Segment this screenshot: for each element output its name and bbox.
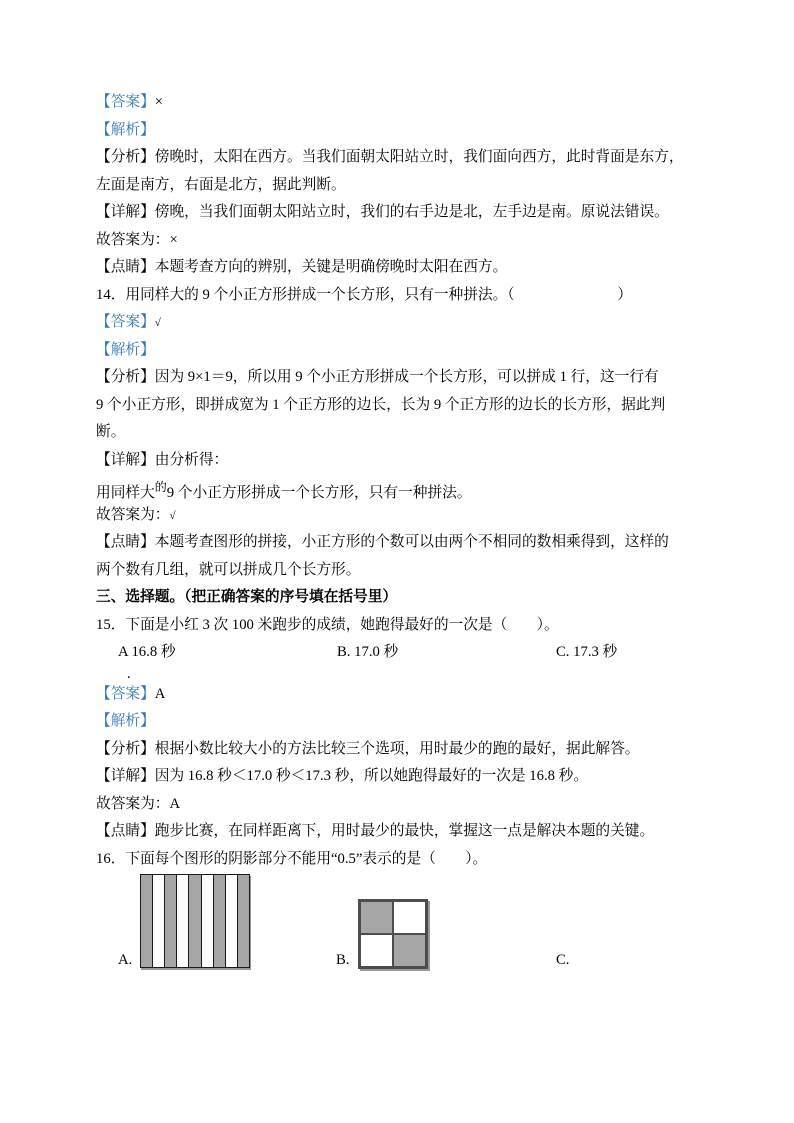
- item14-detail-line: 【详解】由分析得：: [96, 451, 229, 468]
- item15-note-line: 【点睛】跑步比赛，在同样距离下，用时最少的最快，掌握这一点是解决本题的关键。: [96, 823, 655, 839]
- figure-a-label: A.: [118, 952, 133, 968]
- item13-analysis-line1: 【分析】傍晚时，太阳在西方。当我们面朝太阳站立时，我们面向西方，此时背面是东方，: [96, 149, 684, 165]
- item14-analysis-header: [96, 337, 702, 365]
- item13-answer-line: [96, 89, 702, 117]
- figure-a-stripe: [226, 875, 238, 967]
- figure-a-stripe: [153, 875, 165, 967]
- figure-c-label: C.: [556, 952, 570, 968]
- figure-a-stripe: [202, 875, 214, 967]
- figure-b-label: B.: [336, 952, 350, 968]
- item15-question-line: 15．下面是小红 3 次 100 米跑步的成绩，她跑得最好的一次是（ ）。: [96, 616, 559, 633]
- figure-b-cell: [360, 934, 393, 967]
- option-a-wrapped-period: .: [127, 665, 131, 682]
- item13-analysis-line2: 左面是南方，右面是北方，据此判断。: [96, 176, 346, 193]
- item14-note-line1: 【点睛】本题考查图形的拼接，小正方形的个数可以由两个不相同的数相乘得到，这样的: [96, 534, 669, 550]
- item16-figures-row: [96, 873, 702, 997]
- restate-prefix: 用同样大: [96, 485, 155, 501]
- answer-value: ×: [154, 94, 164, 110]
- item14-analysis-line1: 【分析】因为 9×1＝9，所以用 9 个小正方形拼成一个长方形，可以拼成 1 行，这一行有: [96, 369, 659, 385]
- item15-analysis-line: 【分析】根据小数比较大小的方法比较三个选项，用时最少的跑的最好，据此解答。: [96, 740, 640, 757]
- analysis-tag: 【解析】: [96, 121, 155, 138]
- item14-question-line: 14．用同样大的 9 个小正方形拼成一个长方形，只有一种拼法。（ ）: [96, 286, 633, 303]
- answer-tag: 【答案】: [96, 94, 155, 110]
- item13-note-line: 【点睛】本题考查方向的辨别，关键是明确傍晚时太阳在西方。: [96, 259, 508, 275]
- item14-restate-line: [96, 474, 702, 502]
- item14-answer-line: [96, 309, 702, 337]
- item15-analysis-header: [96, 708, 702, 736]
- answer-tag: 【答案】: [96, 314, 155, 330]
- option-c: C. 17.3 秒: [556, 644, 618, 660]
- conclusion-prefix: 故答案为：: [96, 506, 170, 523]
- item16-question-line: 16．下面每个图形的阴影部分不能用“0.5”表示的是（ ）。: [96, 850, 488, 867]
- option-a: A 16.8 秒: [118, 644, 176, 660]
- item13-detail-line: 【详解】傍晚，当我们面朝太阳站立时，我们的右手边是北，左手边是南。原说法错误。: [96, 204, 669, 220]
- item15-answer-line: [96, 681, 702, 709]
- figure-a-stripe: [189, 875, 201, 967]
- figure-b-cell: [360, 901, 393, 934]
- figure-b-grid: [358, 899, 428, 969]
- item14-analysis-line2: 9 个小正方形，即拼成宽为 1 个正方形的边长，长为 9 个正方形的边长的长方形，据此判: [96, 396, 666, 413]
- restate-suffix: 9 个小正方形拼成一个长方形，只有一种拼法。: [166, 485, 472, 501]
- section3-heading: 三、选择题。（把正确答案的序号填在括号里）: [96, 589, 398, 605]
- figure-b-cell: [393, 934, 426, 967]
- figure-a-striped: [140, 874, 250, 968]
- item15-conclusion-line: 故答案为：A: [96, 795, 181, 812]
- answer-checkmark: √: [154, 317, 161, 329]
- figure-b-cell: [393, 901, 426, 934]
- option-b: B. 17.0 秒: [337, 644, 399, 660]
- figure-a-stripe: [214, 875, 226, 967]
- item14-analysis-line3: 断。: [96, 424, 126, 440]
- restate-superscript: 的: [154, 480, 167, 494]
- figure-a-stripe: [141, 875, 153, 967]
- item13-conclusion-line: 故答案为：×: [96, 231, 178, 248]
- item13-analysis-header: [96, 117, 702, 145]
- conclusion-checkmark: √: [169, 509, 176, 522]
- figure-a-stripe: [165, 875, 177, 967]
- figure-a-stripe: [238, 875, 249, 967]
- figure-a-stripe: [177, 875, 189, 967]
- item15-detail-line: 【详解】因为 16.8 秒＜17.0 秒＜17.3 秒，所以她跑得最好的一次是 16.8 秒。: [96, 768, 589, 784]
- analysis-tag: 【解析】: [96, 341, 155, 358]
- analysis-tag: 【解析】: [96, 713, 155, 729]
- document-body: [96, 89, 702, 997]
- answer-tag: 【答案】: [96, 685, 155, 702]
- answer-value: A: [154, 685, 166, 702]
- item14-note-line2: 两个数有几组，就可以拼成几个长方形。: [96, 561, 361, 578]
- item15-options-row: [96, 639, 702, 667]
- item14-conclusion-line: [96, 502, 702, 530]
